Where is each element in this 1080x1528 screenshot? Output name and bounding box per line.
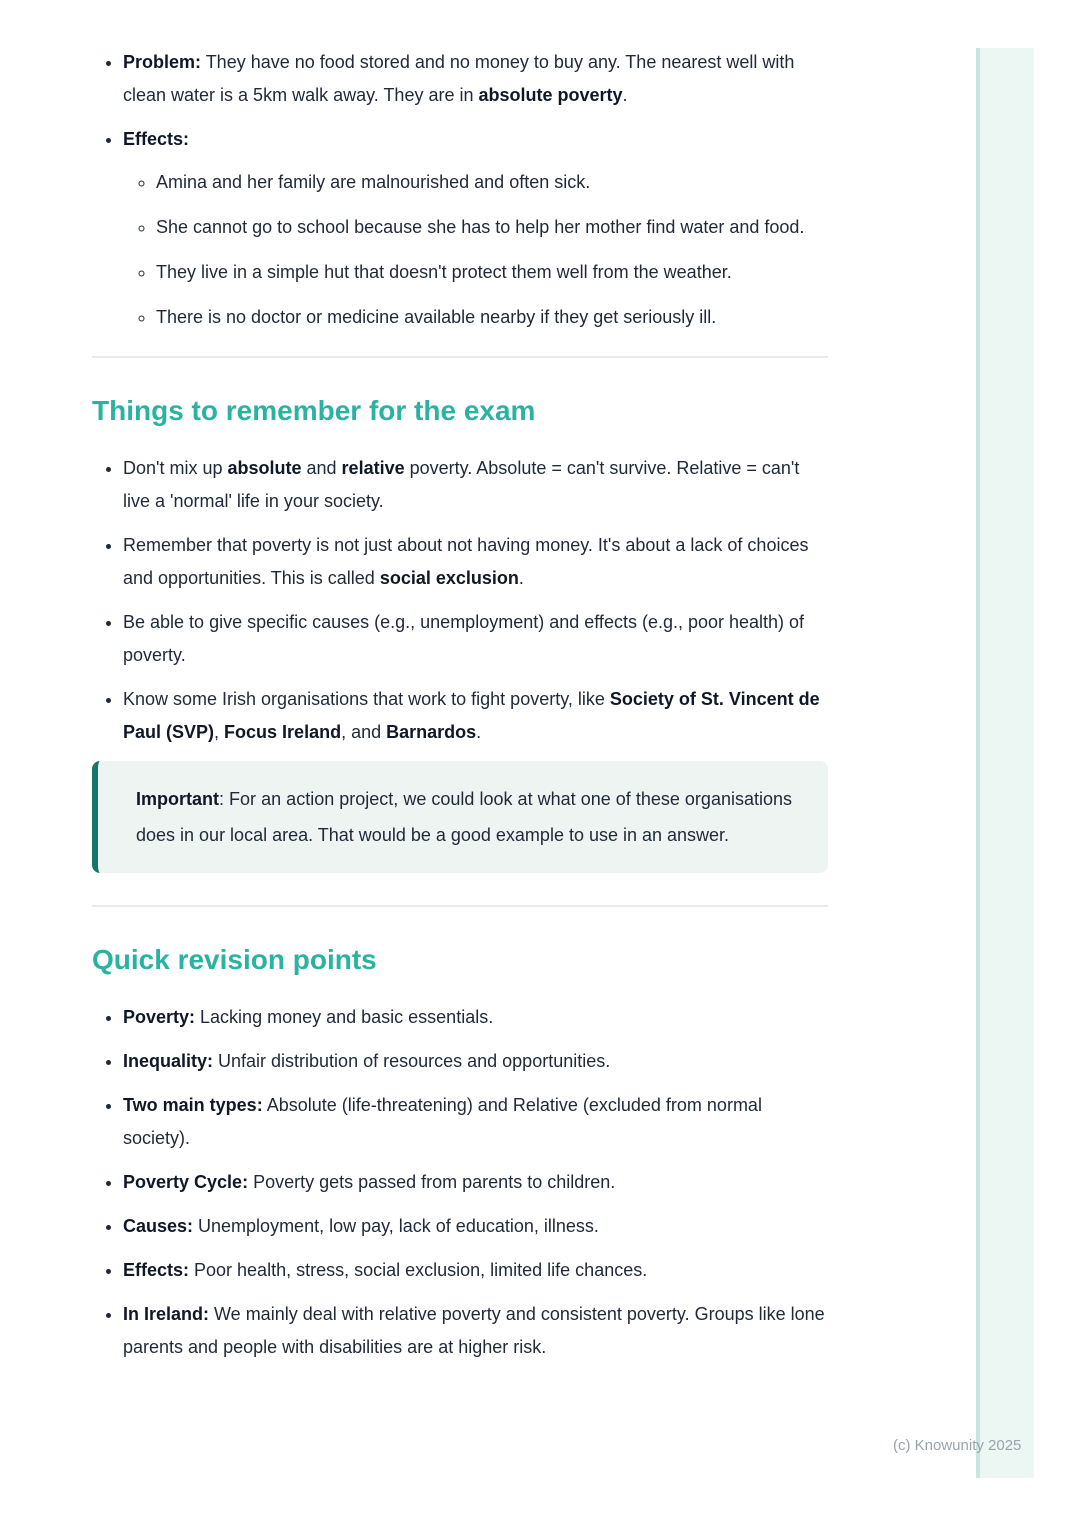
list-item-effects [123,123,828,334]
list-item: • Be able to give specific causes (e.g., unemployment) and effects (e.g., poor health) of poverty. [123,606,828,672]
list-item: • Effects: Poor health, stress, social exclusion, limited life chances. [123,1254,828,1287]
copyright-watermark: (c) Knowunity 2025 [893,1437,1022,1454]
case-study-list [92,46,828,334]
list-item: ◦ They live in a simple hut that doesn't protect them well from the weather. [156,256,828,289]
list-item: • Know some Irish organisations that work to fight poverty, like Society of St. Vincent de Paul (SVP), Focus Ireland, and Barnardos. [123,683,828,749]
important-callout-text: Important: For an action project, we could look at what one of these organisations does in our local area. That would be a good example to use in an answer. [136,789,792,845]
exam-tips-list [92,452,828,749]
list-item: • Poverty: Lacking money and basic essentials. [123,1001,828,1034]
list-item: • Don't mix up absolute and relative poverty. Absolute = can't survive. Relative = can't live a 'normal' life in your society. [123,452,828,518]
revision-points-list [92,1001,828,1364]
section-divider [92,905,828,907]
list-item: • Inequality: Unfair distribution of resources and opportunities. [123,1045,828,1078]
section-divider [92,356,828,358]
list-item-problem: • Problem: They have no food stored and no money to buy any. The nearest well with clean water is a 5km walk away. They are in absolute poverty. [123,46,828,112]
list-item: • Poverty Cycle: Poverty gets passed from parents to children. [123,1166,828,1199]
section-title-exam: Things to remember for the exam [92,395,536,426]
list-item: • In Ireland: We mainly deal with relative poverty and consistent poverty. Groups like lone parents and people with disabilities are at higher risk. [123,1298,828,1364]
list-item: • Causes: Unemployment, low pay, lack of education, illness. [123,1210,828,1243]
list-item: ◦ She cannot go to school because she has to help her mother find water and food. [156,211,828,244]
section-title-revision: Quick revision points [92,944,377,975]
effects-sublist [123,166,828,334]
list-item: • Remember that poverty is not just about not having money. It's about a lack of choices and opportunities. This is called social exclusion. [123,529,828,595]
list-item: • Two main types: Absolute (life-threatening) and Relative (excluded from normal society). [123,1089,828,1155]
list-item: ◦ There is no doctor or medicine available nearby if they get seriously ill. [156,301,828,334]
effects-label: Effects: [123,129,190,149]
page-edge-strip [976,48,1034,1478]
list-item: ◦ Amina and her family are malnourished and often sick. [156,166,828,199]
important-callout [92,761,828,873]
